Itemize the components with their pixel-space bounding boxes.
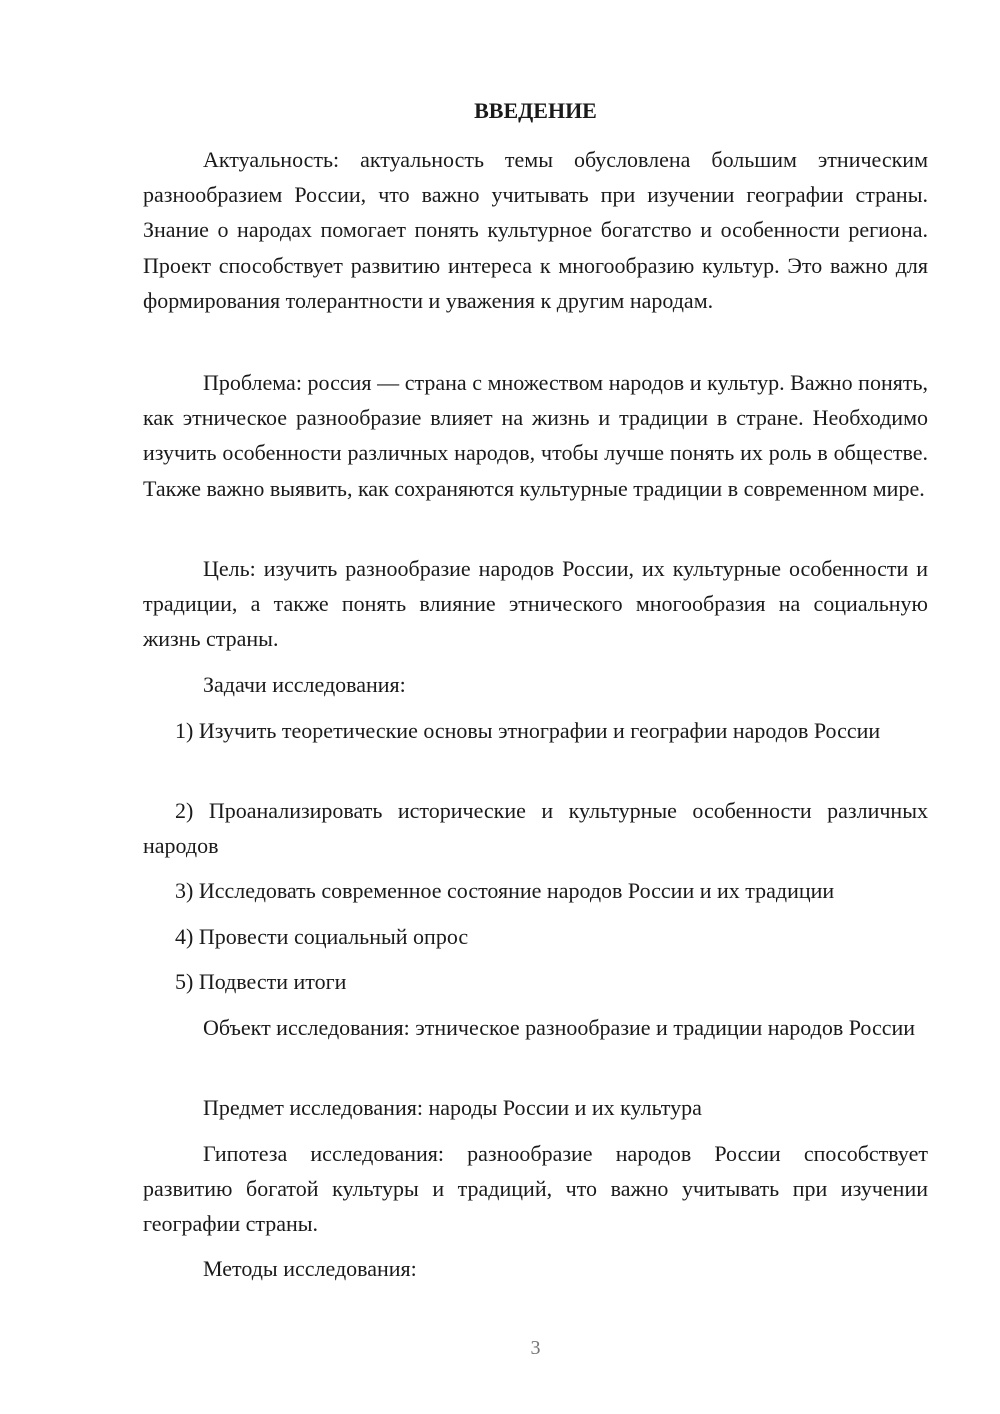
list-item-task-5: 5) Подвести итоги [175, 969, 347, 994]
paragraph-problem: Проблема: россия — страна с множеством народов и культур. Важно понять, как этническое разнообразие влияет на жизнь и традиции в стране. Необходимо изучить особенности различных народов, чтобы лучше понять их роль в обществе. Также важно выявить, как сохраняются культурные традиции в современном мире. [143, 370, 928, 501]
list-item-task-3: 3) Исследовать современное состояние народов России и их традиции [175, 878, 835, 903]
list-item-task-2: 2) Проанализировать исторические и культурные особенности различных народов [143, 798, 928, 859]
methods-heading: Методы исследования: [203, 1256, 417, 1281]
page-number: 3 [530, 1337, 541, 1359]
paragraph-relevance: Актуальность: актуальность темы обусловлена большим этническим разнообразием России, что важно учитывать при изучении географии страны. Знание о народах помогает понять культурное богатство и особенности региона. Проект способствует развитию интереса к многообразию культур. Это важно для формирования толерантности и уважения к другим народам. [143, 147, 928, 313]
page-title: ВВЕДЕНИЕ [474, 98, 597, 123]
paragraph-hypothesis: Гипотеза исследования: разнообразие народов России способствует развитию богатой культуры и традиций, что важно учитывать при изучении географии страны. [143, 1141, 928, 1237]
paragraph-subject: Предмет исследования: народы России и их культура [203, 1095, 702, 1120]
paragraph-object: Объект исследования: этническое разнообразие и традиции народов России [203, 1015, 916, 1040]
list-item-task-1: 1) Изучить теоретические основы этнографии и географии народов России [175, 718, 881, 743]
tasks-heading: Задачи исследования: [203, 672, 406, 697]
document-page [143, 0, 928, 1414]
paragraph-goal: Цель: изучить разнообразие народов России, их культурные особенности и традиции, а также понять влияние этнического многообразия на социальную жизнь страны. [143, 556, 928, 652]
list-item-task-4: 4) Провести социальный опрос [175, 924, 469, 949]
